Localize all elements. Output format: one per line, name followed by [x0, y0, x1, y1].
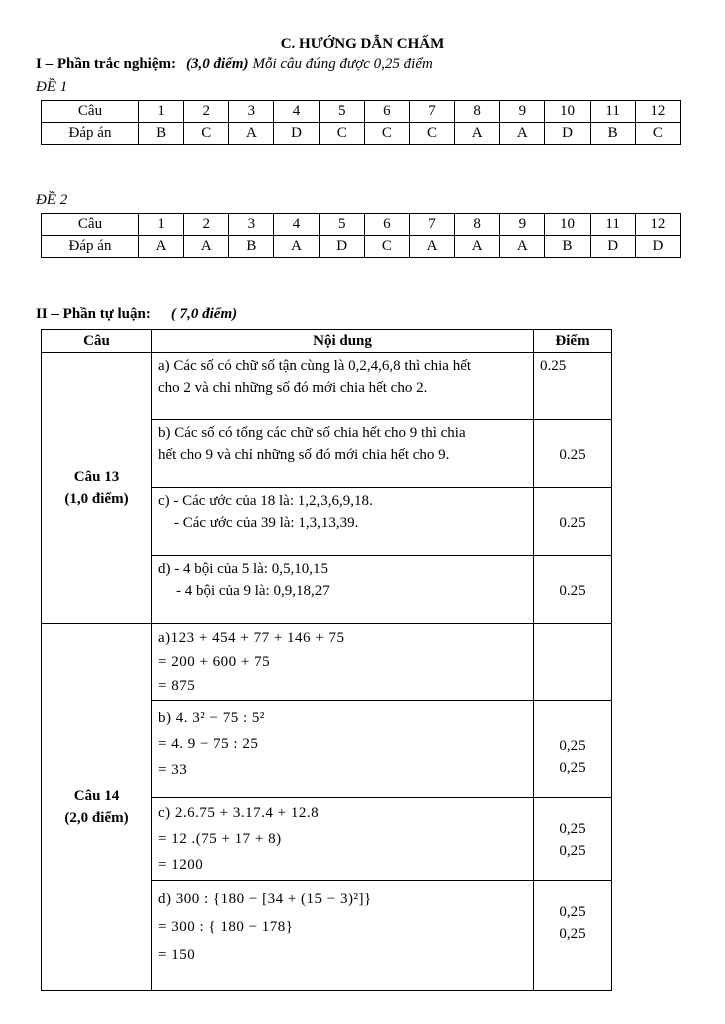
answer-cell: A	[139, 236, 184, 258]
question-cell: 6	[364, 101, 409, 123]
text-line: b) Các số có tổng các chữ số chia hết cho 9 thì chia	[158, 425, 466, 441]
q13-d-content	[152, 556, 534, 624]
question-cell: 10	[545, 101, 590, 123]
answer-cell: C	[635, 123, 680, 145]
q14-d-content	[152, 881, 534, 991]
q13-c-score: 0.25	[534, 488, 612, 556]
q14-d-score	[534, 881, 612, 991]
de2-answer-row	[42, 236, 681, 258]
score-line: 0,25	[559, 738, 586, 754]
answer-cell: A	[409, 236, 454, 258]
math-line: = 300 : { 180 − 178}	[158, 919, 294, 935]
q14-label-cell	[42, 624, 152, 991]
question-cell: 4	[274, 101, 319, 123]
score-line: 0,25	[559, 821, 586, 837]
answer-cell: D	[274, 123, 319, 145]
de2-answer-table	[41, 213, 681, 258]
q14-title: Câu 14	[73, 788, 120, 804]
score-line: 0,25	[559, 926, 586, 942]
de1-answer-table	[41, 100, 681, 145]
question-cell: 4	[274, 214, 319, 236]
header-score: Điểm	[534, 330, 612, 353]
math-line: = 33	[158, 762, 188, 778]
part2-points: ( 7,0 điểm)	[170, 306, 238, 322]
q14-a-content	[152, 624, 534, 701]
answer-cell: C	[319, 123, 364, 145]
question-cell: 9	[500, 214, 545, 236]
answer-cell: D	[635, 236, 680, 258]
q13-a-score: 0.25	[534, 353, 612, 420]
score-line: 0,25	[559, 843, 586, 859]
q14-points: (2,0 điểm)	[64, 810, 129, 826]
q14-a-score	[534, 624, 612, 701]
q14-b-content	[152, 701, 534, 798]
math-line: = 1200	[158, 857, 204, 873]
answer-cell: A	[274, 236, 319, 258]
question-cell: 8	[455, 214, 500, 236]
q13-label-cell	[42, 353, 152, 624]
part1-points: (3,0 điểm)	[186, 56, 249, 72]
question-cell: 7	[409, 101, 454, 123]
answer-cell: C	[364, 123, 409, 145]
q13-title: Câu 13	[73, 469, 120, 485]
answer-cell: A	[455, 236, 500, 258]
q13-points: (1,0 điểm)	[64, 491, 129, 507]
text-line: a) Các số có chữ số tận cùng là 0,2,4,6,8 thì chia hết	[158, 358, 472, 374]
de1-label: ĐỀ 1	[36, 79, 68, 95]
score-line: 0,25	[559, 760, 586, 776]
answer-cell: A	[455, 123, 500, 145]
question-cell: 1	[139, 101, 184, 123]
q14-c-content	[152, 798, 534, 881]
question-cell: 1	[139, 214, 184, 236]
page-title: C. HƯỚNG DẪN CHẤM	[280, 36, 445, 52]
q14-c-score	[534, 798, 612, 881]
question-cell: 7	[409, 214, 454, 236]
row-label: Đáp án	[42, 236, 139, 258]
text-line: - Các ước của 39 là: 1,3,13,39.	[174, 515, 359, 531]
text-line: hết cho 9 và chỉ những số đó mới chia hết cho 9.	[158, 447, 450, 463]
q13-a-content	[152, 353, 534, 420]
answer-cell: B	[545, 236, 590, 258]
essay-grading-table	[41, 329, 612, 991]
math-line: c) 2.6.75 + 3.17.4 + 12.8	[158, 805, 320, 821]
question-cell: 2	[184, 101, 229, 123]
math-line: = 875	[158, 678, 196, 694]
q13-d-score: 0.25	[534, 556, 612, 624]
de2-label: ĐỀ 2	[36, 192, 68, 208]
de1-question-row	[42, 101, 681, 123]
answer-cell: D	[319, 236, 364, 258]
answer-cell: B	[590, 123, 635, 145]
question-cell: 11	[590, 214, 635, 236]
q14-b-score	[534, 701, 612, 798]
question-cell: 3	[229, 214, 274, 236]
question-cell: 9	[500, 101, 545, 123]
q13-b-score: 0.25	[534, 420, 612, 488]
answer-cell: C	[184, 123, 229, 145]
math-line: b) 4. 3² − 75 : 5²	[158, 710, 265, 726]
question-cell: 3	[229, 101, 274, 123]
question-cell: 12	[635, 101, 680, 123]
q14-row-a	[42, 624, 612, 701]
answer-cell: C	[364, 236, 409, 258]
header-question: Câu	[42, 330, 152, 353]
part2-heading-label: II – Phần tự luận:	[36, 306, 151, 322]
answer-cell: A	[229, 123, 274, 145]
q13-row-a	[42, 353, 612, 420]
row-label: Câu	[42, 101, 139, 123]
part1-heading	[36, 56, 433, 73]
de2-question-row	[42, 214, 681, 236]
answer-cell: A	[500, 123, 545, 145]
q13-c-content	[152, 488, 534, 556]
part1-note: Mỗi câu đúng được 0,25 điểm	[252, 56, 433, 72]
question-cell: 12	[635, 214, 680, 236]
math-line: a)123 + 454 + 77 + 146 + 75	[158, 630, 345, 646]
answer-cell: B	[139, 123, 184, 145]
text-line: d) - 4 bội của 5 là: 0,5,10,15	[158, 561, 328, 577]
question-cell: 10	[545, 214, 590, 236]
row-label: Câu	[42, 214, 139, 236]
answer-cell: A	[500, 236, 545, 258]
answer-cell: B	[229, 236, 274, 258]
question-cell: 2	[184, 214, 229, 236]
de1-answer-row	[42, 123, 681, 145]
answer-cell: D	[545, 123, 590, 145]
math-line: = 4. 9 − 75 : 25	[158, 736, 259, 752]
math-line: d) 300 : {180 − [34 + (15 − 3)²]}	[158, 891, 372, 907]
math-line: = 150	[158, 947, 196, 963]
text-line: c) - Các ước của 18 là: 1,2,3,6,9,18.	[158, 493, 373, 509]
question-cell: 6	[364, 214, 409, 236]
answer-cell: D	[590, 236, 635, 258]
question-cell: 8	[455, 101, 500, 123]
question-cell: 5	[319, 214, 364, 236]
header-content: Nội dung	[152, 330, 534, 353]
part2-heading	[36, 306, 237, 323]
math-line: = 12 .(75 + 17 + 8)	[158, 831, 282, 847]
text-line: - 4 bội của 9 là: 0,9,18,27	[176, 583, 330, 599]
score-line: 0,25	[559, 904, 586, 920]
text-line: cho 2 và chỉ những số đó mới chia hết cho 2.	[158, 380, 428, 396]
question-cell: 5	[319, 101, 364, 123]
answer-cell: C	[409, 123, 454, 145]
question-cell: 11	[590, 101, 635, 123]
part1-heading-label: I – Phần trắc nghiệm:	[36, 56, 176, 72]
answer-cell: A	[184, 236, 229, 258]
essay-header-row	[42, 330, 612, 353]
row-label: Đáp án	[42, 123, 139, 145]
q13-b-content	[152, 420, 534, 488]
math-line: = 200 + 600 + 75	[158, 654, 271, 670]
